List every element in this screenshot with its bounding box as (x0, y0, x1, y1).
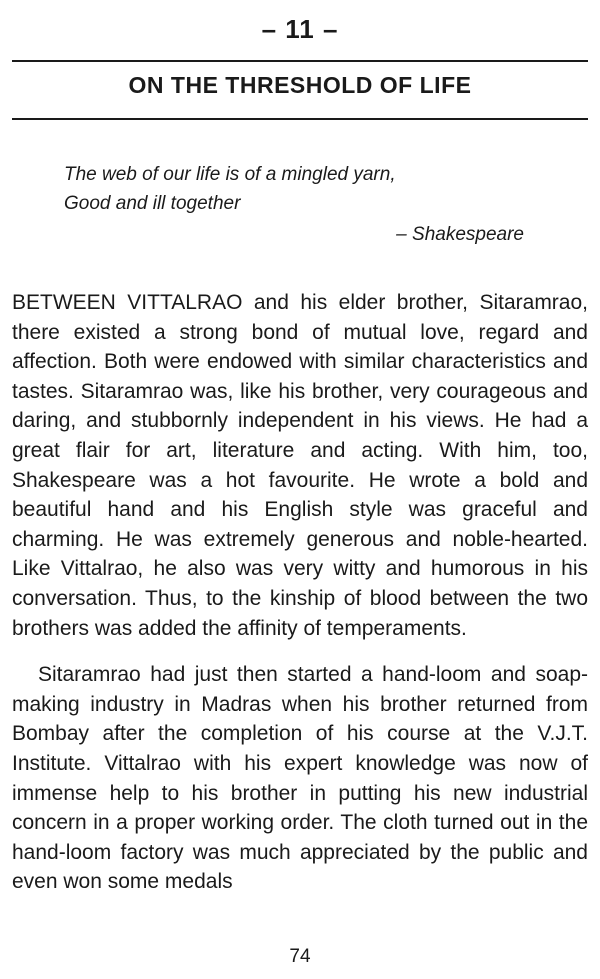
chapter-number: – 11 – (261, 14, 339, 44)
top-rule (12, 60, 588, 62)
epigraph (64, 160, 524, 249)
epigraph-line-1: The web of our life is of a mingled yarn, (64, 164, 396, 185)
page-number: 74 (289, 946, 311, 967)
epigraph-attribution: – Shakespeare (396, 224, 524, 245)
paragraph-1: BETWEEN VITTALRAO and his elder brother, Sitaramrao, there existed a strong bond of mutual love, regard and affection. Both were endowed with similar characteristics and tastes. Sitaramrao was, like his brother, very courageous and daring, and stubbornly independent in his views. He had a great flair for art, literature and acting. With him, too, Shakespeare was a hot favourite. He wrote a bold and beautiful hand and his English style was graceful and charming. He was extremely generous and noble-hearted. Like Vittalrao, he also was very witty and humorous in his conversation. Thus, to the kinship of blood between the two brothers was added the affinity of temperaments. (12, 291, 588, 640)
bottom-rule (12, 118, 588, 120)
chapter-title: ON THE THRESHOLD OF LIFE (128, 72, 472, 98)
paragraph-2: Sitaramrao had just then started a hand-loom and soap-making industry in Madras when his brother returned from Bombay after the completion of his course at the V.J.T. Institute. Vittalrao with his expert knowledge was now of immense help to his brother in putting his new industrial concern in a proper working order. The cloth turned out in the hand-loom factory was much appreciated by the public and even won some medals (12, 663, 588, 894)
body-text (12, 288, 588, 897)
epigraph-line-2: Good and ill together (64, 193, 241, 214)
